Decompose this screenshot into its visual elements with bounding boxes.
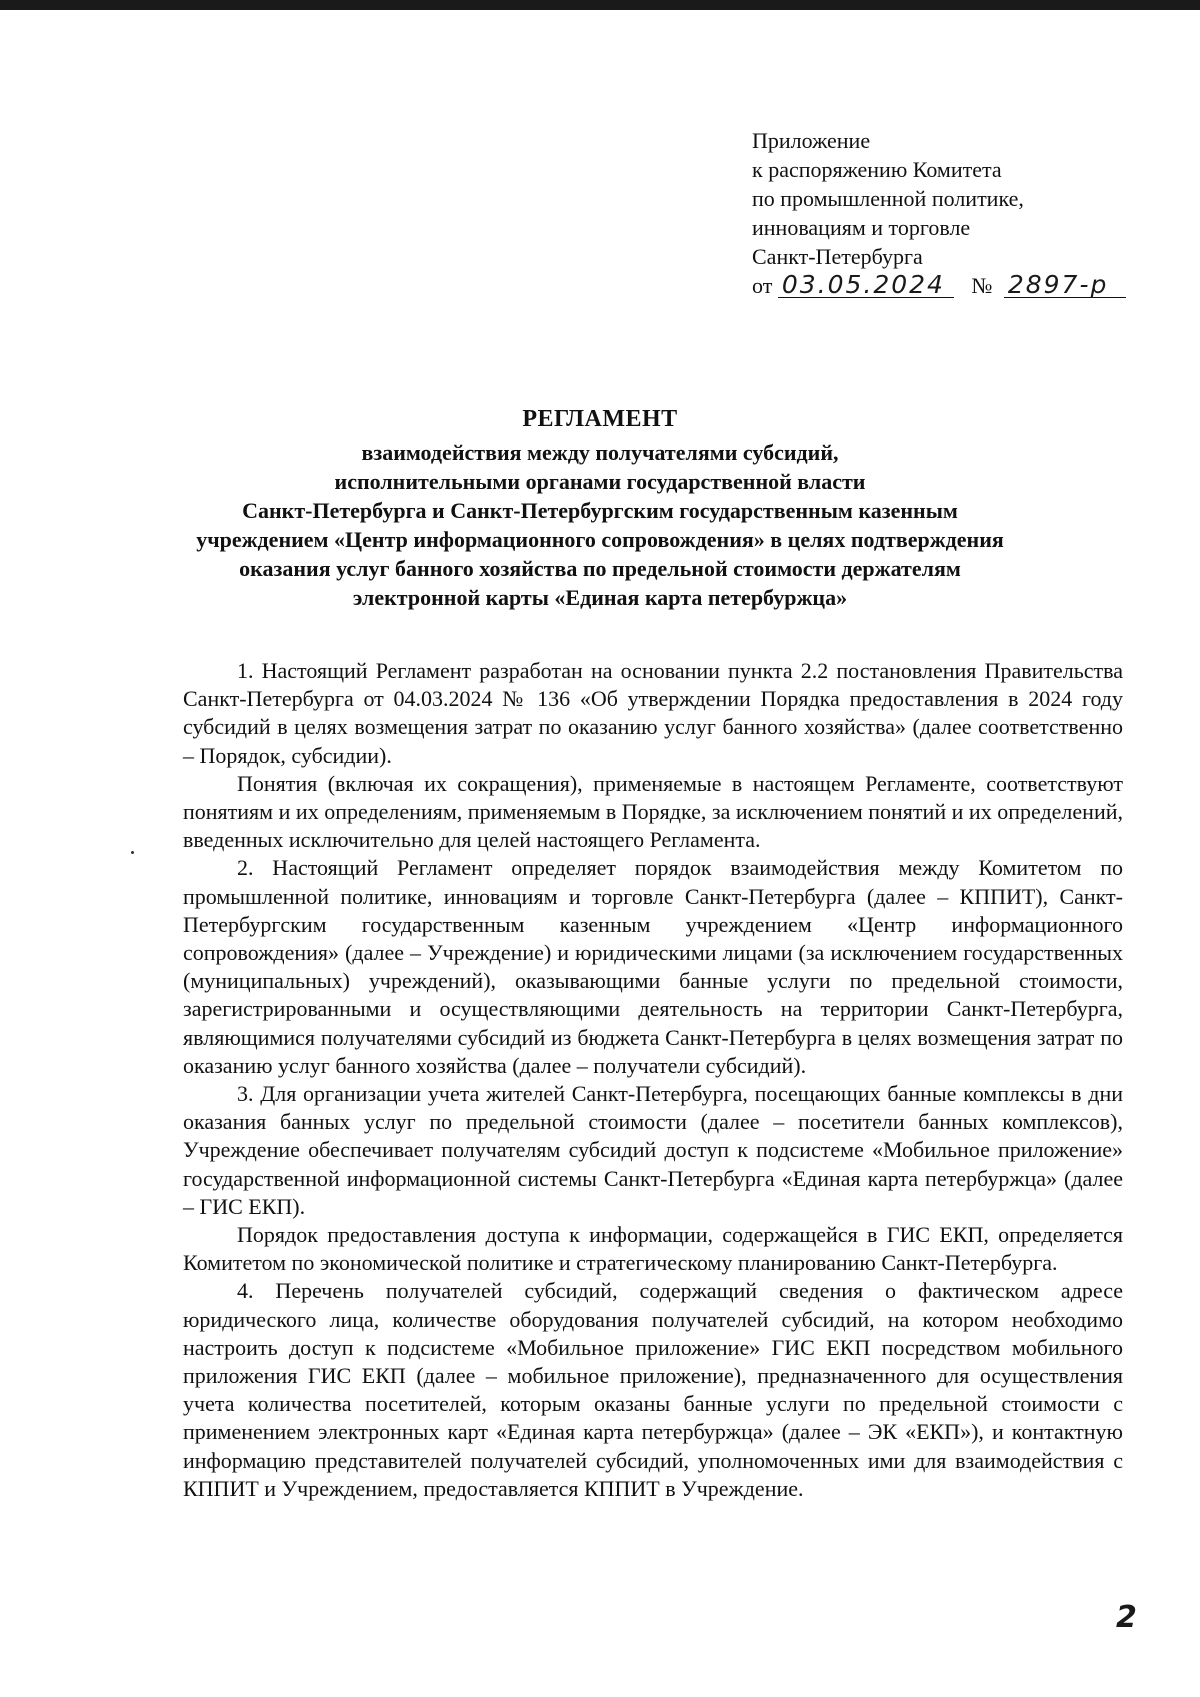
body-paragraph: 4. Перечень получателей субсидий, содержащий сведения о фактическом адресе юридического лица, количестве оборудования получателей субсидий, на котором необходимо настроить доступ к подсистеме «Мобильное приложение» ГИС ЕКП посредством мобильного приложения ГИС ЕКП (далее – мобильное приложение), предназначенного для осуществления учета количества посетителей, которым оказаны банные услуги по предельной стоимости с применением электронных карт «Единая карта петербуржца» (далее – ЭК «ЕКП»), и контактную информацию представителей получателей субсидий, уполномоченных ими для взаимодействия с КППИТ и Учреждением, предоставляется КППИТ в Учреждение.: [183, 1278, 1123, 1501]
scan-speck: [131, 851, 134, 854]
appendix-line: инновациям и торговле: [752, 215, 971, 240]
body-paragraph: 3. Для организации учета жителей Санкт-Петербурга, посещающих банные комплексы в дни оказания банных услуг по предельной стоимости (далее – посетители банных комплексов), Учреждение обеспечивает получателям субсидий доступ к подсистеме «Мобильное приложение» государственной информационной системы Санкт-Петербурга «Единая карта петербуржца» (далее – ГИС ЕКП).: [183, 1081, 1123, 1219]
handwritten-number: 2897-р: [1004, 272, 1126, 298]
appendix-line: по промышленной политике,: [752, 186, 1024, 211]
appendix-line: Санкт-Петербурга: [752, 244, 923, 269]
title-subtitle-line: электронной карты «Единая карта петербуржца»: [352, 585, 848, 610]
handwritten-date: 03.05.2024: [778, 272, 954, 298]
document-title: РЕГЛАМЕНТ: [522, 406, 678, 432]
title-subtitle-line: взаимодействия между получателями субсидий,: [361, 440, 839, 465]
appendix-line: Приложение: [752, 128, 871, 153]
document-title-block: [160, 405, 1040, 612]
appendix-line: к распоряжению Комитета: [752, 157, 1002, 182]
title-subtitle-line: исполнительными органами государственной власти: [334, 469, 866, 494]
handwritten-page-number: 2: [1116, 1600, 1137, 1635]
body-paragraph: 2. Настоящий Регламент определяет порядок взаимодействия между Комитетом по промышленной политике, инновациям и торговле Санкт-Петербурга (далее – КППИТ), Санкт-Петербургским государственным казенным учреждением «Центр информационного сопровождения» (далее – Учреждение) и юридическими лицами (за исключением государственных (муниципальных) учреждений), оказывающими банные услуги по предельной стоимости, зарегистрированными и осуществляющими деятельность на территории Санкт-Петербурга, являющимися получателями субсидий из бюджета Санкт-Петербурга в целях возмещения затрат по оказанию услуг банного хозяйства (далее – получатели субсидий).: [183, 855, 1123, 1078]
title-subtitle-line: учреждением «Центр информационного сопровождения» в целях подтверждения: [196, 527, 1004, 552]
appendix-header: [752, 126, 1172, 300]
body-paragraph: Понятия (включая их сокращения), применяемые в настоящем Регламенте, соответствуют понятиям и их определениям, применяемым в Порядке, за исключением понятий и их определений, введенных исключительно для целей настоящего Регламента.: [183, 770, 1123, 853]
appendix-date-number-row: [752, 271, 1172, 300]
title-subtitle-line: оказания услуг банного хозяйства по предельной стоимости держателям: [239, 556, 961, 581]
date-prefix: от: [752, 273, 773, 298]
number-sign: №: [971, 273, 993, 298]
body-paragraph: 1. Настоящий Регламент разработан на основании пункта 2.2 постановления Правительства Санкт-Петербурга от 04.03.2024 № 136 «Об утверждении Порядка предоставления в 2024 году субсидий в целях возмещения затрат по оказанию услуг банного хозяйства» (далее соответственно – Порядок, субсидии).: [183, 658, 1123, 768]
body-paragraph: Порядок предоставления доступа к информации, содержащейся в ГИС ЕКП, определяется Комитетом по экономической политике и стратегическому планированию Санкт-Петербурга.: [183, 1222, 1123, 1276]
document-body: [183, 657, 1123, 1503]
title-subtitle-line: Санкт-Петербурга и Санкт-Петербургским государственным казенным: [242, 498, 958, 523]
scan-top-border: [0, 0, 1200, 10]
